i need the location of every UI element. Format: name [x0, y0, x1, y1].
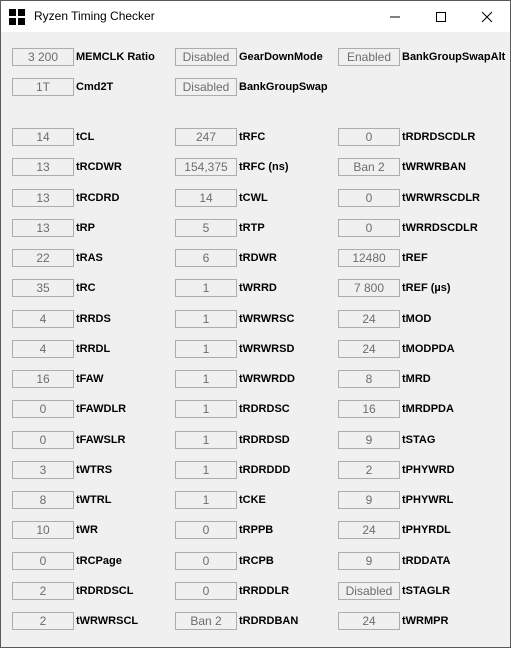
tstag-label: tSTAG	[402, 433, 436, 446]
cmd2t-value-field[interactable]: 1T	[12, 78, 74, 96]
trcpage-label: tRCPage	[76, 554, 122, 567]
tref-s-label: tREF (µs)	[402, 282, 451, 295]
tmod-value-field[interactable]: 24	[338, 310, 400, 328]
trrds-value-field[interactable]: 4	[12, 310, 74, 328]
tphywrl-value-field[interactable]: 9	[338, 491, 400, 509]
trrddlr-value-field[interactable]: 0	[175, 582, 237, 600]
trdrdscl-label: tRDRDSCL	[76, 584, 134, 597]
trrdl-value-field[interactable]: 4	[12, 340, 74, 358]
tfawdlr-value-field[interactable]: 0	[12, 400, 74, 418]
twrmpr-label: tWRMPR	[402, 615, 449, 627]
tmrd-value-field[interactable]: 8	[338, 370, 400, 388]
timing-row	[1, 582, 510, 602]
trcdwr-value-field[interactable]: 13	[12, 158, 74, 176]
twrrd-value-field[interactable]: 1	[175, 279, 237, 297]
tras-label: tRAS	[76, 252, 103, 264]
trcpage-value-field[interactable]: 0	[12, 552, 74, 570]
twrwrscdlr-label: tWRWRSCDLR	[402, 191, 481, 204]
tphywrd-label: tPHYWRD	[402, 463, 455, 476]
trcpb-value-field[interactable]: 0	[175, 552, 237, 570]
trcpb-label: tRCPB	[239, 554, 274, 567]
tfawslr-value-field[interactable]: 0	[12, 431, 74, 449]
trdrdban-label: tRDRDBAN	[239, 615, 299, 627]
trp-label: tRP	[76, 221, 95, 234]
twrwrsd-value-field[interactable]: 1	[175, 340, 237, 358]
trdrdsc-value-field[interactable]: 1	[175, 400, 237, 418]
tstag-value-field[interactable]: 9	[338, 431, 400, 449]
tmodpda-label: tMODPDA	[402, 342, 455, 355]
bankgroupswapalt-label: BankGroupSwapAlt	[402, 51, 506, 63]
tstaglr-label: tSTAGLR	[402, 584, 451, 597]
tmod-label: tMOD	[402, 312, 432, 325]
trfc-ns-value-field[interactable]: 154,375	[175, 158, 237, 176]
timing-row	[1, 219, 510, 239]
timing-row	[1, 491, 510, 511]
tmrdpda-value-field[interactable]: 16	[338, 400, 400, 418]
tcl-label: tCL	[76, 131, 95, 143]
tcke-label: tCKE	[239, 494, 266, 506]
close-button[interactable]	[464, 1, 510, 32]
tras-value-field[interactable]: 22	[12, 249, 74, 267]
timing-row	[1, 189, 510, 209]
trcdwr-label: tRCDWR	[76, 161, 122, 174]
twrwrsd-label: tWRWRSD	[239, 342, 295, 355]
twrwrdd-label: tWRWRDD	[239, 373, 296, 385]
tcwl-value-field[interactable]: 14	[175, 189, 237, 207]
trfc-ns-label: tRFC (ns)	[239, 161, 289, 174]
tmrd-label: tMRD	[402, 373, 431, 385]
twrwrsc-value-field[interactable]: 1	[175, 310, 237, 328]
close-icon	[481, 11, 493, 23]
timing-row	[1, 48, 510, 68]
bankgroupswapalt-value-field[interactable]: Enabled	[338, 48, 400, 66]
tcl-value-field[interactable]: 14	[12, 128, 74, 146]
geardownmode-value-field[interactable]: Disabled	[175, 48, 237, 66]
trc-value-field[interactable]: 35	[12, 279, 74, 297]
twrwrscl-value-field[interactable]: 2	[12, 612, 74, 630]
trdrdscdlr-label: tRDRDSCDLR	[402, 131, 476, 143]
minimize-icon	[389, 11, 401, 23]
trdwr-label: tRDWR	[239, 252, 277, 264]
tfaw-value-field[interactable]: 16	[12, 370, 74, 388]
tref-s-value-field[interactable]: 7 800	[338, 279, 400, 297]
bankgroupswap-value-field[interactable]: Disabled	[175, 78, 237, 96]
cmd2t-label: Cmd2T	[76, 81, 114, 93]
trc-label: tRC	[76, 282, 96, 295]
twr-value-field[interactable]: 10	[12, 521, 74, 539]
trppb-value-field[interactable]: 0	[175, 521, 237, 539]
twrrdscdlr-value-field[interactable]: 0	[338, 219, 400, 237]
twtrl-label: tWTRL	[76, 494, 112, 506]
trfc-value-field[interactable]: 247	[175, 128, 237, 146]
trdrdsd-value-field[interactable]: 1	[175, 431, 237, 449]
trfc-label: tRFC	[239, 131, 266, 143]
tfawdlr-label: tFAWDLR	[76, 403, 127, 416]
twrwrban-label: tWRWRBAN	[402, 161, 466, 174]
memclk-ratio-value-field[interactable]: 3 200	[12, 48, 74, 66]
twtrs-label: tWTRS	[76, 463, 113, 476]
title-bar[interactable]	[1, 1, 510, 32]
trdrdscl-value-field[interactable]: 2	[12, 582, 74, 600]
trcdrd-value-field[interactable]: 13	[12, 189, 74, 207]
twrwrban-value-field[interactable]: Ban 2	[338, 158, 400, 176]
timing-row	[1, 158, 510, 178]
timing-row	[1, 612, 510, 632]
timing-row	[1, 279, 510, 299]
timings-panel	[1, 32, 510, 647]
trdrdsd-label: tRDRDSD	[239, 433, 290, 446]
tref-value-field[interactable]: 12480	[338, 249, 400, 267]
trdwr-value-field[interactable]: 6	[175, 249, 237, 267]
twrwrscl-label: tWRWRSCL	[76, 615, 139, 627]
timing-row	[1, 400, 510, 420]
timing-row	[1, 78, 510, 98]
tphyrdl-label: tPHYRDL	[402, 524, 451, 537]
trdrdban-value-field[interactable]: Ban 2	[175, 612, 237, 630]
tmrdpda-label: tMRDPDA	[402, 403, 454, 416]
twrwrscdlr-value-field[interactable]: 0	[338, 189, 400, 207]
trdrdscdlr-value-field[interactable]: 0	[338, 128, 400, 146]
geardownmode-label: GearDownMode	[239, 51, 323, 63]
twrwrsc-label: tWRWRSC	[239, 312, 295, 325]
tcwl-label: tCWL	[239, 191, 268, 204]
tfawslr-label: tFAWSLR	[76, 433, 126, 446]
timing-row	[1, 461, 510, 481]
twrmpr-value-field[interactable]: 24	[338, 612, 400, 630]
tfaw-label: tFAW	[76, 373, 104, 385]
twrrd-label: tWRRD	[239, 282, 277, 295]
app-logo-icon	[9, 9, 25, 25]
tphywrl-label: tPHYWRL	[402, 494, 454, 506]
trppb-label: tRPPB	[239, 524, 274, 537]
twtrs-value-field[interactable]: 3	[12, 461, 74, 479]
trtp-value-field[interactable]: 5	[175, 219, 237, 237]
trdrddd-label: tRDRDDD	[239, 463, 291, 476]
tphywrd-value-field[interactable]: 2	[338, 461, 400, 479]
trrdl-label: tRRDL	[76, 342, 111, 355]
bankgroupswap-label: BankGroupSwap	[239, 81, 328, 93]
timing-row	[1, 521, 510, 541]
trp-value-field[interactable]: 13	[12, 219, 74, 237]
tmodpda-value-field[interactable]: 24	[338, 340, 400, 358]
twtrl-value-field[interactable]: 8	[12, 491, 74, 509]
minimize-button[interactable]	[372, 1, 418, 32]
timing-row	[1, 340, 510, 360]
timing-row	[1, 370, 510, 390]
timing-row	[1, 249, 510, 269]
twrwrdd-value-field[interactable]: 1	[175, 370, 237, 388]
trddata-value-field[interactable]: 9	[338, 552, 400, 570]
trtp-label: tRTP	[239, 221, 265, 234]
maximize-icon	[435, 11, 447, 23]
twrrdscdlr-label: tWRRDSCDLR	[402, 221, 478, 234]
tphyrdl-value-field[interactable]: 24	[338, 521, 400, 539]
tstaglr-value-field[interactable]: Disabled	[338, 582, 400, 600]
trdrdsc-label: tRDRDSC	[239, 403, 290, 416]
timing-row	[1, 310, 510, 330]
timing-row	[1, 552, 510, 572]
tcke-value-field[interactable]: 1	[175, 491, 237, 509]
maximize-button[interactable]	[418, 1, 464, 32]
window-title: Ryzen Timing Checker	[34, 9, 155, 23]
trrds-label: tRRDS	[76, 312, 111, 325]
timing-row	[1, 128, 510, 148]
timing-row	[1, 431, 510, 451]
tref-label: tREF	[402, 252, 428, 264]
trdrddd-value-field[interactable]: 1	[175, 461, 237, 479]
trddata-label: tRDDATA	[402, 554, 451, 567]
trrddlr-label: tRRDDLR	[239, 584, 290, 597]
twr-label: tWR	[76, 524, 98, 537]
trcdrd-label: tRCDRD	[76, 191, 120, 204]
memclk-ratio-label: MEMCLK Ratio	[76, 51, 155, 63]
